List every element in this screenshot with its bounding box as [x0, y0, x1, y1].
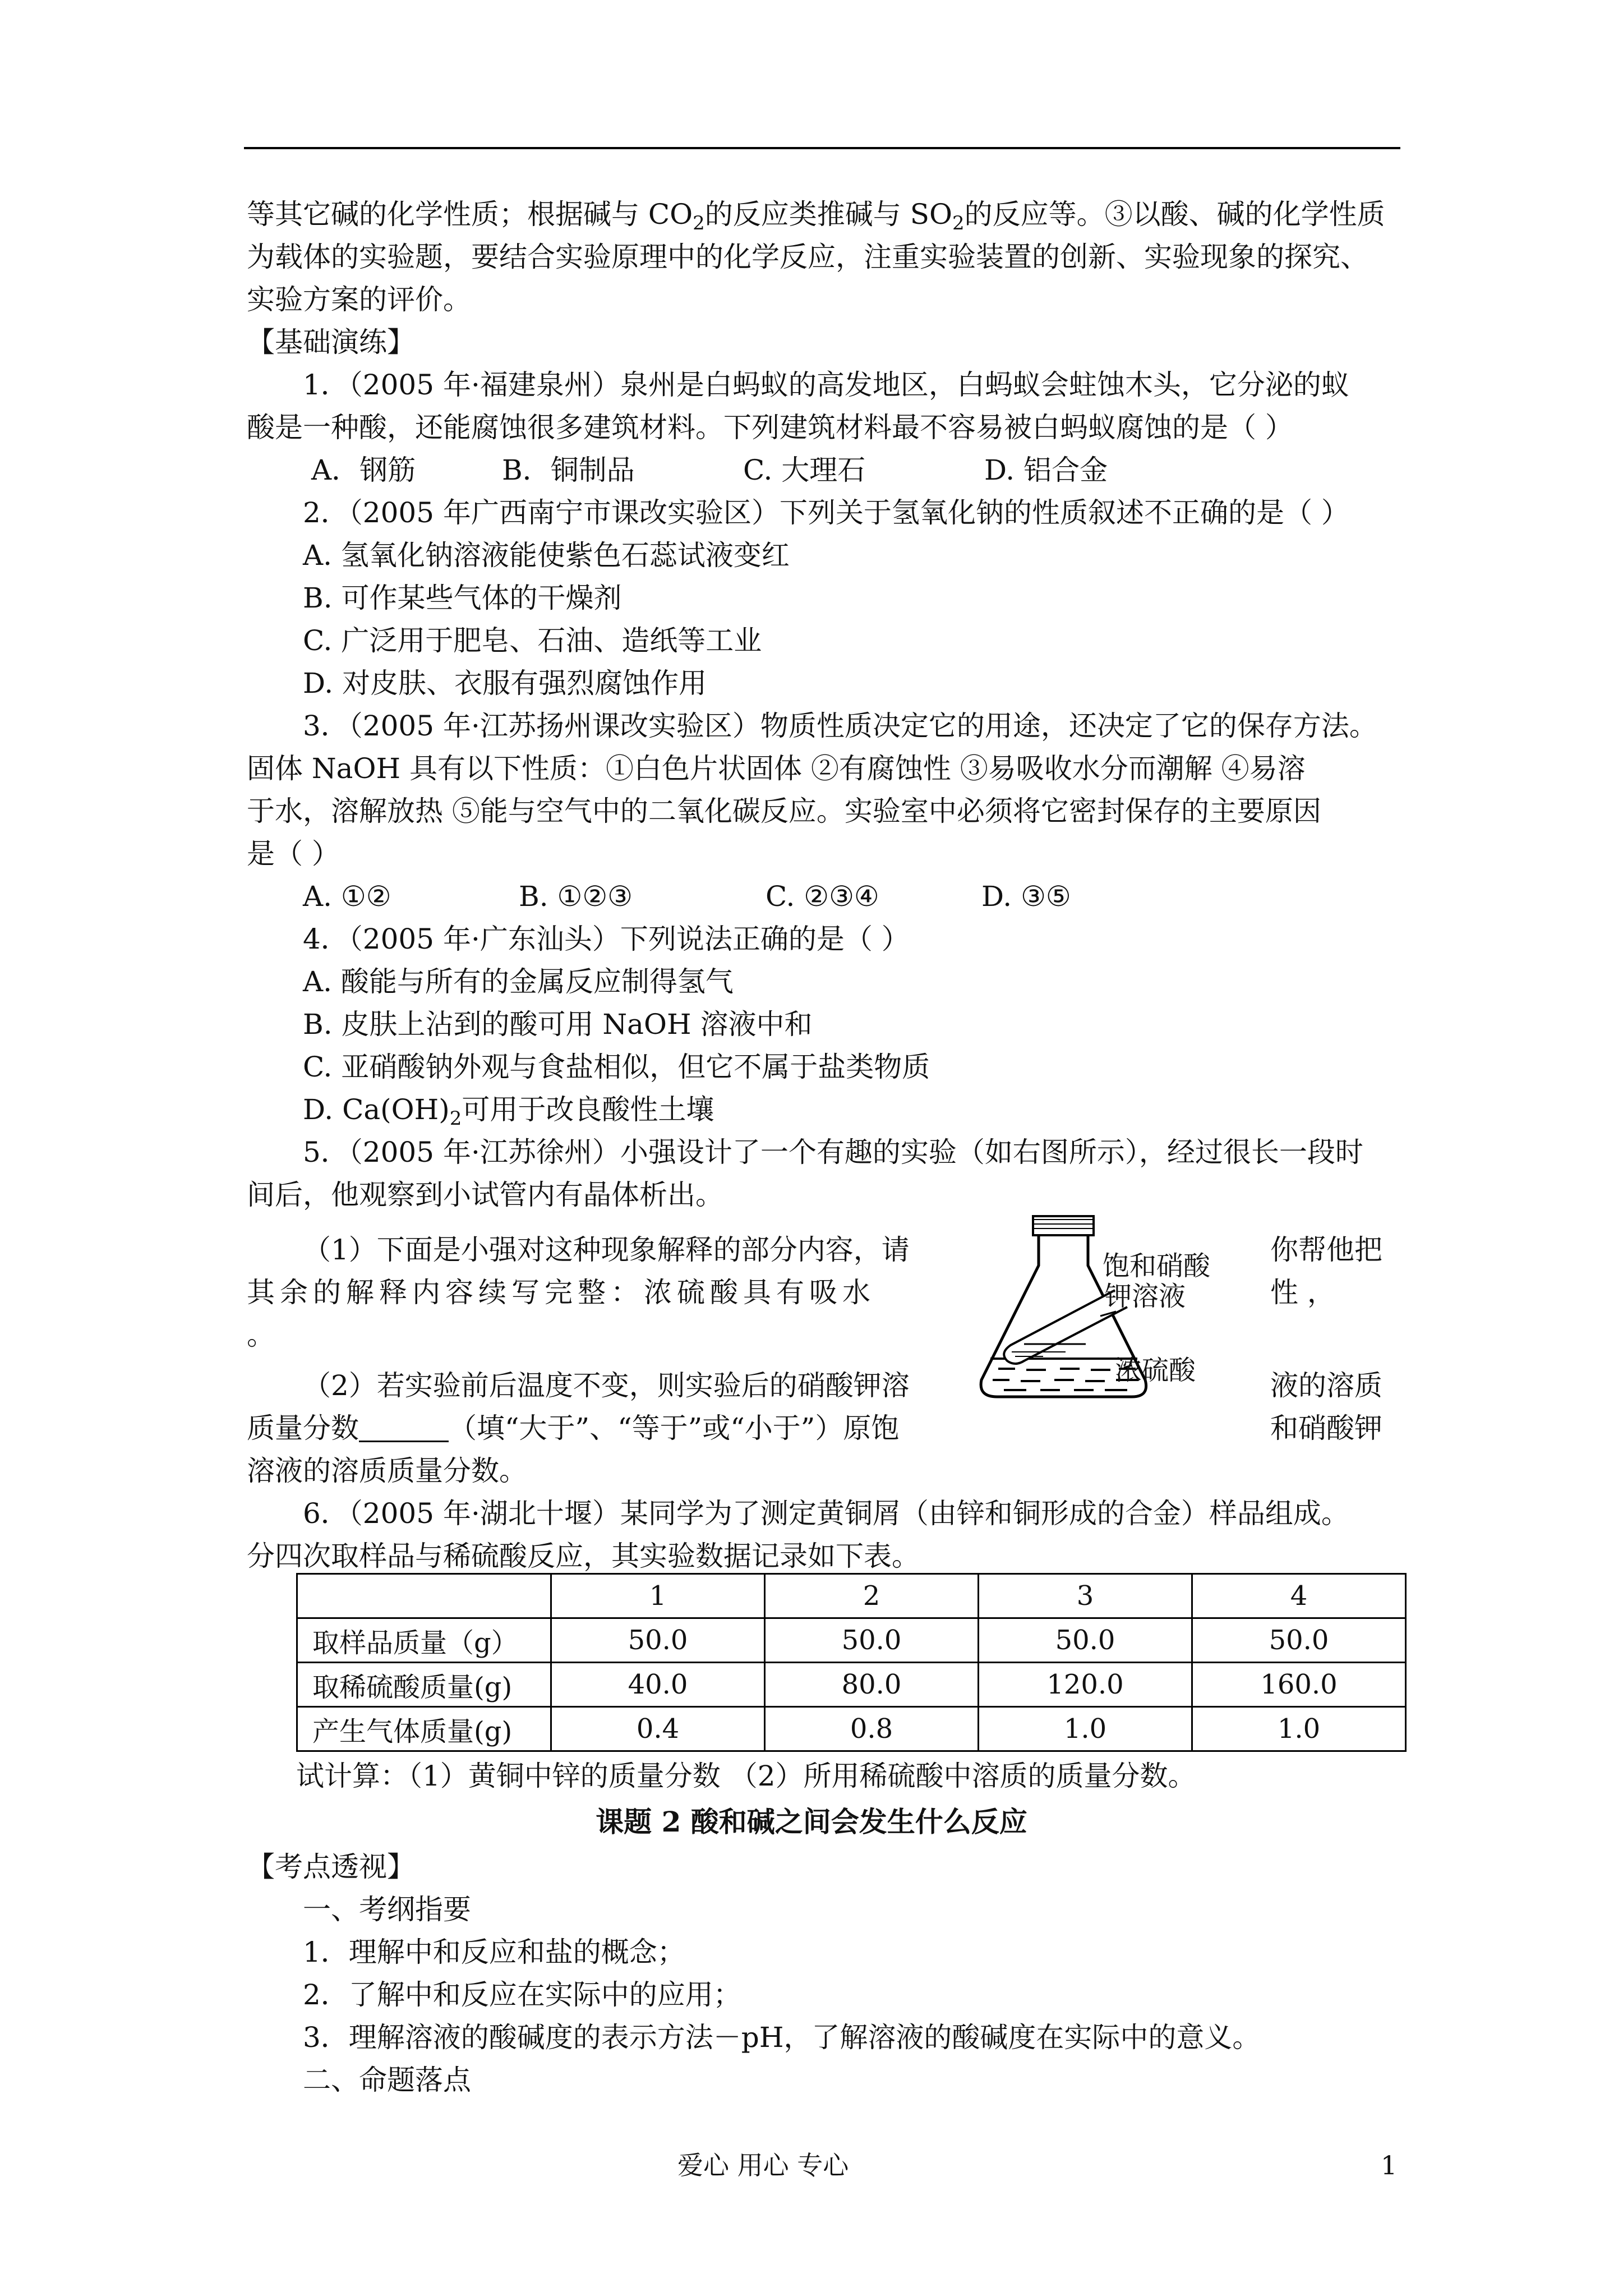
q2-stem: 2．（2005 年广西南宁市课改实验区）下列关于氢氧化钠的性质叙述不正确的是（ ） — [303, 496, 1349, 529]
q3-option-b: B. ①②③ — [519, 880, 633, 913]
q5-p5-left: 质量分数 （填“大于”、“等于”或“小于”）原饱 — [247, 1412, 900, 1444]
q1-line-1: 1．（2005 年·福建泉州）泉州是白蚂蚁的高发地区，白蚂蚁会蛀蚀木头，它分泌的蚁 — [303, 369, 1349, 401]
table-cell: 50.0 — [551, 1618, 765, 1663]
q3-option-c: C. ②③④ — [766, 880, 879, 913]
q3-line-4: 是（ ） — [247, 838, 340, 870]
flask-figure — [976, 1212, 1267, 1414]
table-cell: 0.8 — [765, 1707, 979, 1751]
table-row — [297, 1707, 1406, 1751]
table-header-cell: 3 — [979, 1574, 1192, 1618]
q4-option-a: A. 酸能与所有的金属反应制得氢气 — [303, 965, 734, 998]
label-kno3-solution: 钾溶液 — [1105, 1281, 1186, 1312]
table-cell: 产生气体质量(g) — [297, 1707, 551, 1751]
q1-option-d: D. 铝合金 — [984, 454, 1108, 486]
table-row — [297, 1663, 1406, 1707]
q5-p4-right: 液的溶质 — [1270, 1369, 1382, 1402]
table-cell: 40.0 — [551, 1663, 765, 1707]
q5-p3: 。 — [247, 1319, 275, 1351]
table-cell: 120.0 — [979, 1663, 1192, 1707]
table-cell: 80.0 — [765, 1663, 979, 1707]
q1-options — [311, 449, 1467, 491]
q3-options — [303, 875, 1458, 918]
q2-option-c: C. 广泛用于肥皂、石油、造纸等工业 — [303, 624, 762, 657]
q1-option-b: B．铜制品 — [502, 454, 635, 486]
header-rule — [244, 147, 1400, 149]
q5-p1-right: 你帮他把 — [1270, 1234, 1382, 1266]
outline-item: 3．理解溶液的酸碱度的表示方法－pH，了解溶液的酸碱度在实际中的意义。 — [303, 2021, 1261, 2054]
table-header-cell — [297, 1574, 551, 1618]
q3-option-a: A. ①② — [303, 880, 391, 913]
q5-p5-right: 和硝酸钾 — [1270, 1412, 1382, 1444]
q1-option-c: C. 大理石 — [743, 454, 866, 486]
q2-option-a: A. 氢氧化钠溶液能使紫色石蕊试液变红 — [303, 539, 790, 572]
intro-line-3: 实验方案的评价。 — [247, 283, 471, 316]
table-header-cell: 4 — [1192, 1574, 1406, 1618]
q4-stem: 4．（2005 年·广东汕头）下列说法正确的是（ ） — [303, 923, 910, 955]
outline-heading: 一、考纲指要 — [303, 1893, 471, 1926]
q6-line-1: 6．（2005 年·湖北十堰）某同学为了测定黄铜屑（由锌和铜形成的合金）样品组成。 — [303, 1497, 1349, 1530]
q3-line-1: 3．（2005 年·江苏扬州课改实验区）物质性质决定它的用途，还决定了它的保存方法。 — [303, 710, 1377, 742]
q5-p2-left: 其余的解释内容续写完整：浓硫酸具有吸水 — [247, 1276, 875, 1309]
q5-p4-left: （2）若实验前后温度不变，则实验后的硝酸钾溶 — [303, 1369, 910, 1402]
q6-line-2: 分四次取样品与稀硫酸反应，其实验数据记录如下表。 — [247, 1540, 920, 1572]
q4-option-b: B. 皮肤上沾到的酸可用 NaOH 溶液中和 — [303, 1008, 813, 1041]
label-conc-sulfuric-acid: 浓硫酸 — [1115, 1355, 1196, 1386]
page-number: 1 — [1381, 2150, 1398, 2180]
q1-line-2: 酸是一种酸，还能腐蚀很多建筑材料。下列建筑材料最不容易被白蚂蚁腐蚀的是（ ） — [247, 411, 1293, 444]
q4-option-c: C. 亚硝酸钠外观与食盐相似，但它不属于盐类物质 — [303, 1051, 930, 1083]
q2-option-d: D. 对皮肤、衣服有强烈腐蚀作用 — [303, 667, 707, 700]
q5-line-2: 间后，他观察到小试管内有晶体析出。 — [247, 1179, 723, 1211]
table-header-row — [297, 1574, 1406, 1618]
q5-p2-right: 性 ， — [1270, 1276, 1335, 1309]
experiment-data-table — [296, 1573, 1407, 1752]
table-cell: 50.0 — [979, 1618, 1192, 1663]
q3-option-d: D. ③⑤ — [981, 880, 1071, 913]
table-row — [297, 1618, 1406, 1663]
q3-line-2: 固体 NaOH 具有以下性质：①白色片状固体 ②有腐蚀性 ③易吸收水分而潮解 ④易溶 — [247, 752, 1306, 785]
table-header-cell: 2 — [765, 1574, 979, 1618]
q5-line-1: 5．（2005 年·江苏徐州）小强设计了一个有趣的实验（如右图所示），经过很长一段时 — [303, 1136, 1363, 1168]
section-focus-heading: 【考点透视】 — [247, 1851, 415, 1883]
table-cell: 50.0 — [1192, 1618, 1406, 1663]
intro-line-1: 等其它碱的化学性质；根据碱与 $CO_2$的反应类推碱与 $SO_2$的反应等。③以酸、碱的化学性质 — [247, 198, 1385, 234]
table-cell: 0.4 — [551, 1707, 765, 1751]
table-cell: 160.0 — [1192, 1663, 1406, 1707]
outline-item: 2．了解中和反应在实际中的应用； — [303, 1978, 741, 2011]
footer-motto: 爱心 用心 专心 — [677, 2150, 849, 2180]
q5-p6: 溶液的溶质质量分数。 — [247, 1455, 527, 1487]
table-cell: 1.0 — [979, 1707, 1192, 1751]
table-cell: 取样品质量（g） — [297, 1618, 551, 1663]
q4-option-d: D. $Ca(OH)_2$可用于改良酸性土壤 — [303, 1093, 714, 1130]
table-cell: 取稀硫酸质量(g) — [297, 1663, 551, 1707]
outline-item: 1．理解中和反应和盐的概念； — [303, 1936, 685, 1968]
table-header-cell: 1 — [551, 1574, 765, 1618]
q6-calculation-prompt: 试计算：（1）黄铜中锌的质量分数 （2）所用稀硫酸中溶质的质量分数。 — [296, 1760, 1196, 1792]
q3-line-3: 于水，溶解放热 ⑤能与空气中的二氧化碳反应。实验室中必须将它密封保存的主要原因 — [247, 795, 1321, 827]
section-basic-heading: 【基础演练】 — [247, 326, 415, 358]
outline-heading-2: 二、命题落点 — [303, 2064, 471, 2096]
q5-p1-left: （1）下面是小强对这种现象解释的部分内容，请 — [303, 1234, 910, 1266]
q1-option-a: A．钢筋 — [311, 454, 416, 486]
answer-blank — [359, 1412, 449, 1442]
q2-option-b: B. 可作某些气体的干燥剂 — [303, 582, 622, 614]
table-cell: 50.0 — [765, 1618, 979, 1663]
lesson-title: 课题 2 酸和碱之间会发生什么反应 — [596, 1805, 1027, 1838]
intro-line-2: 为载体的实验题，要结合实验原理中的化学反应，注重实验装置的创新、实验现象的探究、 — [247, 241, 1368, 273]
table-cell: 1.0 — [1192, 1707, 1406, 1751]
label-saturated-kno3: 饱和硝酸 — [1103, 1250, 1211, 1282]
